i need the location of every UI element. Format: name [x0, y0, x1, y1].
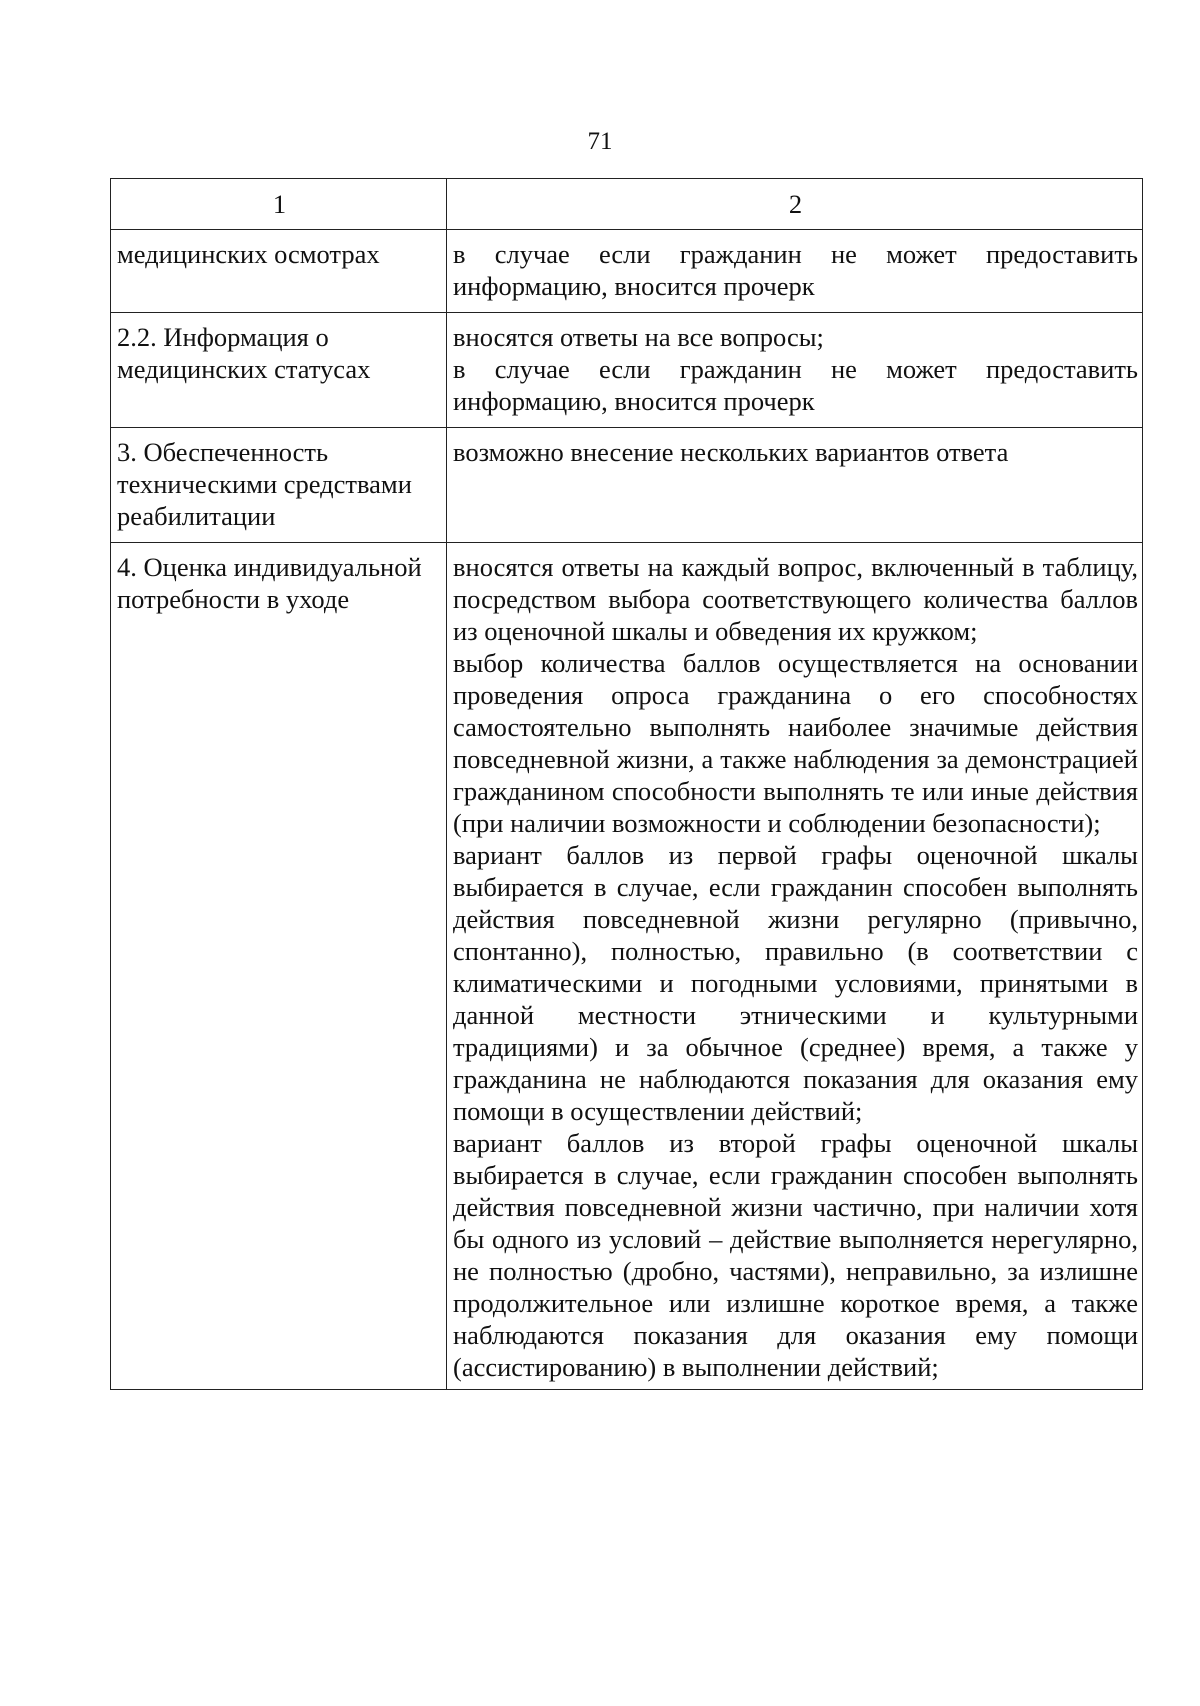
table-row: [111, 428, 1143, 543]
instruction-paragraph: вариант баллов из первой графы оценочной шкалы выбирается в случае, если гражданин способен выполнять действия повседневной жизни регулярно (привычно, спонтанно), полностью, правильно (в соответствии с климатическими и погодными условиями, принятыми в данной местности этническими и культурными традициями) и за обычное (среднее) время, а также у гражданина не наблюдаются показания для оказания ему помощи в осуществлении действий;: [453, 840, 1138, 1126]
table-row: [111, 543, 1143, 1390]
row-label: медицинских осмотрах: [117, 239, 380, 269]
column-header-2: 2: [447, 179, 1143, 230]
page-number: 71: [587, 128, 613, 155]
instruction-paragraph: вносятся ответы на каждый вопрос, включенный в таблицу, посредством выбора соответствующего количества баллов из оценочной шкалы и обведения их кружком;: [453, 552, 1138, 646]
row-instruction-cell: [447, 543, 1143, 1390]
row-label-cell: [111, 543, 447, 1390]
table-row: [111, 313, 1143, 428]
column-header-1: 1: [111, 179, 447, 230]
row-label: 2.2. Информация о медицинских статусах: [117, 322, 371, 384]
instruction-paragraph: в случае если гражданин не может предоставить информацию, вносится прочерк: [453, 239, 1138, 301]
instruction-paragraph: выбор количества баллов осуществляется на основании проведения опроса гражданина о его способностях самостоятельно выполнять наиболее значимые действия повседневной жизни, а также наблюдения за демонстрацией гражданином способности выполнять те или иные действия (при наличии возможности и соблюдении безопасности);: [453, 648, 1138, 838]
row-label-cell: [111, 428, 447, 543]
row-label: 4. Оценка индивидуальной потребности в уходе: [117, 552, 422, 614]
instruction-paragraph: вариант баллов из второй графы оценочной шкалы выбирается в случае, если гражданин способен выполнять действия повседневной жизни частично, при наличии хотя бы одного из условий – действие выполняется нерегулярно, не полностью (дробно, частями), неправильно, за излишне продолжительное или излишне короткое время, а также наблюдаются показания для оказания ему помощи (ассистированию) в выполнении действий;: [453, 1128, 1138, 1382]
instruction-paragraph: вносятся ответы на все вопросы;: [453, 322, 824, 352]
row-instruction-cell: [447, 230, 1143, 313]
instruction-paragraph: возможно внесение нескольких вариантов ответа: [453, 437, 1009, 467]
instruction-paragraph: в случае если гражданин не может предоставить информацию, вносится прочерк: [453, 354, 1138, 416]
table-row: [111, 230, 1143, 313]
instructions-table: [110, 178, 1143, 1390]
row-label-cell: [111, 313, 447, 428]
row-instruction-cell: [447, 313, 1143, 428]
row-label-cell: [111, 230, 447, 313]
row-instruction-cell: [447, 428, 1143, 543]
table-header-row: [111, 179, 1143, 230]
row-label: 3. Обеспеченность техническими средствами реабилитации: [117, 437, 412, 531]
